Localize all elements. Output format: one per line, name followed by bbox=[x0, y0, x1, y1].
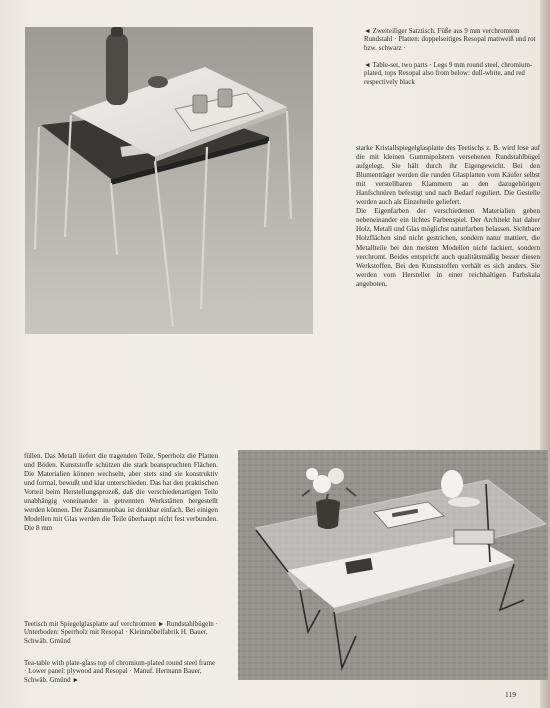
body-text-left-column: füllen. Das Metall liefert die tragenden Teile, Sperrholz die Platten und Böden. Kunststoffe schützen die stark beanspruchten Flächen. Die Materialien können wechseln, aber stets sind sie konstruktiv und formal, bewußt und klar unterschieden. Das hat den praktischen Vorteil beim Herstellungsprozeß, daß die verschiedenartigen Teile unabhängig voneinander in getrennten Werkstätten hergestellt werden können. Der Zusammenbau ist denkbar einfach. Bei einigen Modellen mit Glas werden die Teile überhaupt nicht fest verbunden. Die 8 mm bbox=[24, 452, 218, 533]
caption-bottom-german: Teetisch mit Spiegelglasplatte auf verchromten ► Rundstahlbügeln · Unterboden: Sperrholz mit Resopal · Kleinmöbelfabrik H. Bauer, Schwäb. Gmünd bbox=[24, 621, 218, 645]
caption-top-english: ◄ Table-set, two parts · Legs 9 mm round steel, chromium-plated, tops Resopal also from below: dull-white, and red respectively black bbox=[364, 62, 533, 86]
caption-bottom-english: Tea-table with plate-glass top of chromium-plated round steel frame · Lower panel: plywood and Resopal · Manuf. Hermann Bauer, Schwäb. Gmünd ► bbox=[24, 660, 216, 684]
body-text-right-column: starke Kristallspiegelglasplatte des Teetischs z. B. wird lose auf die mit kleinen Gummipolstern versehenen Rundstahlbügel aufgelegt. Sie hält durch ihr Eigengewicht. Bei den Blumenträger werden die runden Glasplatten vom Käufer selbst mit verstellbaren Klammern an den dazugehörigen Hanfschnüren befestigt und nach Bedarf reguliert. Die Gestelle werden auch als Einzelteile geliefert. Die Eigenfarben der verschiedenen Materialien geben nebeneinander ein lichtes Farbenspiel. Der Architekt hat daher Holz, Metall und Glas möglichst naturfarben belassen. Sichtbare Holzflächen sind nicht gestrichen, sondern natur mattiert, die Metallteile bei den meisten Modellen nicht lackiert, sondern verchromt. Beides entspricht auch qualitätsmäßig besser diesen Werkstoffen. Bei den Kunststoffen verhält es sich anders. Sie werden vom Hersteller in einer reichhaltigen Farbskala angeboten, bbox=[356, 144, 540, 288]
page-number: 119 bbox=[505, 690, 516, 699]
caption-top-german: ◄ Zweiteiliger Satztisch. Füße aus 9 mm verchromtem Rundstahl · Platten: doppelseitiges Resopal mattweiß und rot bzw. schwarz · bbox=[364, 28, 536, 52]
photo-nesting-tables bbox=[25, 27, 313, 334]
photo-tea-table bbox=[238, 450, 548, 680]
